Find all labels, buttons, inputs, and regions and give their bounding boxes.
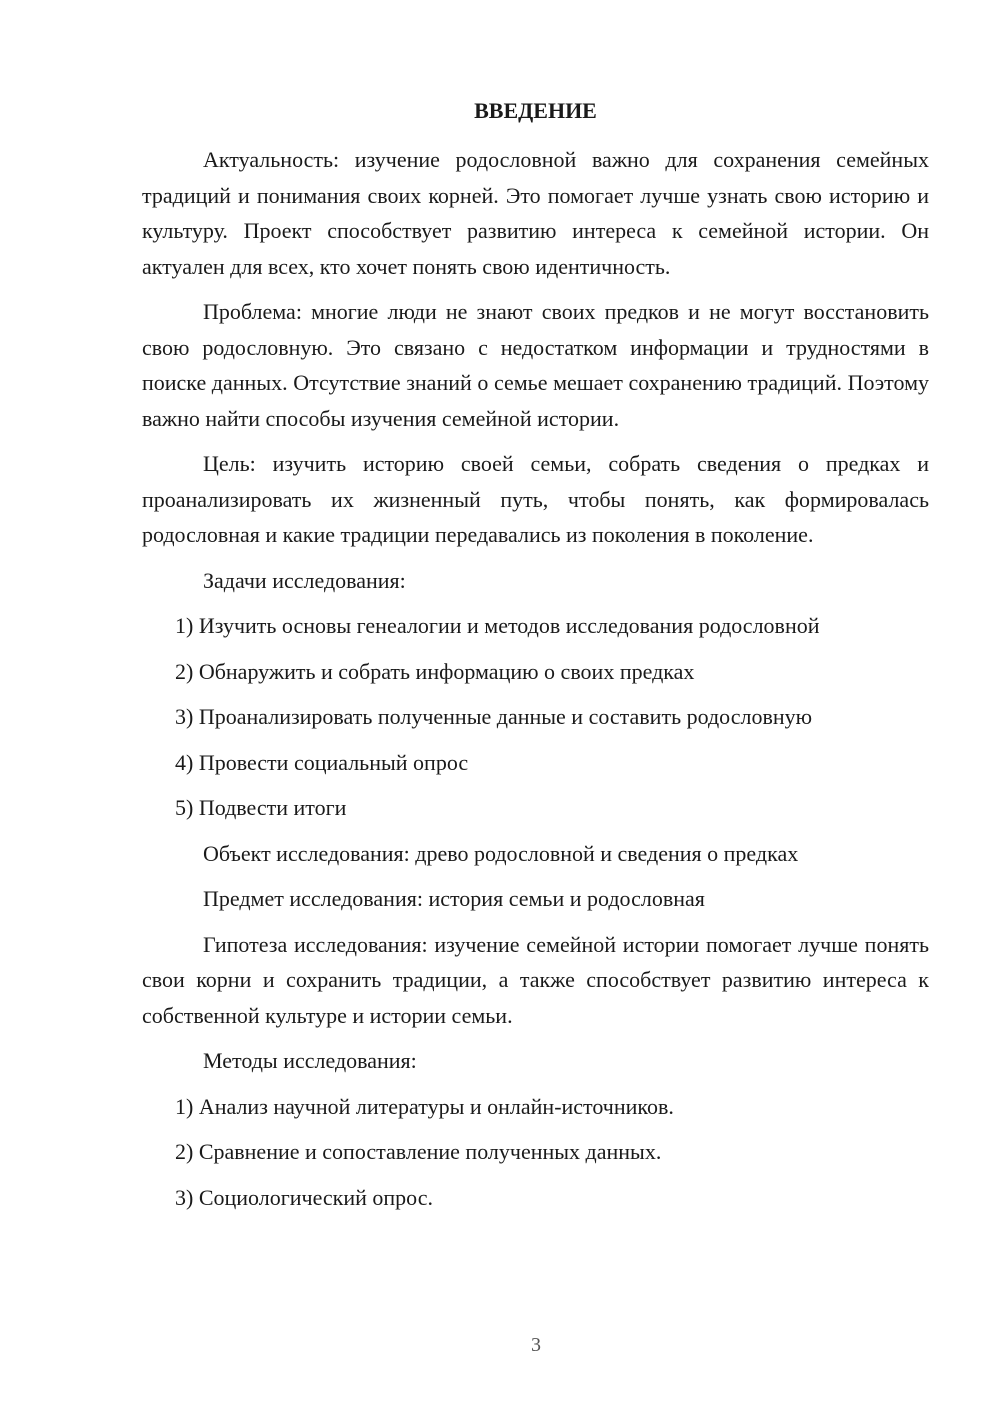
document-body: [142, 142, 929, 1225]
problem-paragraph: Проблема: многие люди не знают своих предков и не могут восстановить свою родословную. Это связано с недостатком информации и трудностями в поиске данных. Отсутствие знаний о семье мешает сохранению традиций. Поэтому важно найти способы изучения семейной истории.: [142, 299, 929, 431]
relevance-paragraph: Актуальность: изучение родословной важно для сохранения семейных традиций и понимания своих корней. Это помогает лучше узнать свою историю и культуру. Проект способствует развитию интереса к семейной истории. Он актуален для всех, кто хочет понять свою идентичность.: [142, 147, 929, 279]
section-title: ВВЕДЕНИЕ: [474, 98, 597, 123]
page-number: 3: [531, 1334, 541, 1356]
task-item: 4) Провести социальный опрос: [175, 749, 469, 775]
method-item: 1) Анализ научной литературы и онлайн-источников.: [175, 1093, 674, 1119]
method-item: 2) Сравнение и сопоставление полученных данных.: [175, 1139, 662, 1164]
task-item: 1) Изучить основы генеалогии и методов исследования родословной: [175, 613, 820, 638]
object-line: Объект исследования: древо родословной и сведения о предках: [203, 840, 799, 866]
subject-line: Предмет исследования: история семьи и родословная: [203, 886, 705, 911]
goal-paragraph: Цель: изучить историю своей семьи, собрать сведения о предках и проанализировать их жизненный путь, чтобы понять, как формировалась родословная и какие традиции передавались из поколения в поколение.: [142, 451, 929, 547]
method-item: 3) Социологический опрос.: [175, 1184, 433, 1210]
task-item: 3) Проанализировать полученные данные и составить родословную: [175, 704, 813, 729]
task-item: 5) Подвести итоги: [175, 795, 347, 820]
tasks-heading: Задачи исследования:: [203, 567, 406, 593]
task-item: 2) Обнаружить и собрать информацию о своих предках: [175, 658, 695, 684]
methods-heading: Методы исследования:: [203, 1048, 417, 1073]
hypothesis-paragraph: Гипотеза исследования: изучение семейной истории помогает лучше понять свои корни и сохранить традиции, а также способствует развитию интереса к собственной культуре и истории семьи.: [142, 931, 929, 1028]
